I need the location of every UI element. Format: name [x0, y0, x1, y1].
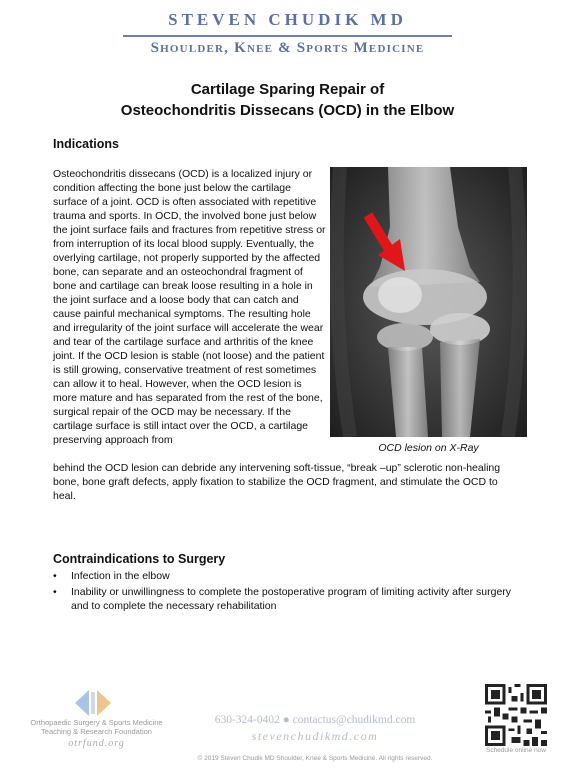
foundation-line-2: Teaching & Research Foundation	[41, 727, 152, 736]
foundation-name	[24, 718, 169, 736]
xray-caption: OCD lesion on X-Ray	[378, 442, 479, 454]
separator-dot-icon: ●	[282, 714, 293, 726]
contraindications-list	[53, 569, 515, 615]
brand-name: STEVEN CHUDIK MD	[168, 10, 407, 29]
page-title-line1: Cartilage Sparing Repair of	[190, 81, 385, 98]
list-item-text: Infection in the elbow	[71, 570, 170, 582]
foundation-logo-icon	[73, 688, 113, 718]
list-item: • Infection in the elbow	[53, 570, 170, 582]
indications-paragraph-1: Osteochondritis dissecans (OCD) is a localized injury or condition affecting the bone just below the cartilage surface of a joint. OCD is often associated with repetitive trauma and sports. In OCD, the involved bone just below the joint surface fails and fractures from repetitive stress or from interruption of its local blood supply. Eventually, the overlying cartilage, not properly supported by the affected bone, can separate and an osteochondral fragment of bone and cartilage can break loose resulting in a hole in the joint surface and a loose body that can catch and cause painful mechanical symptoms. The resulting hole and irregularity of the joint surface will accelerate the wear and tear of the cartilage surface and arthritis of the knee joint. If the OCD lesion is stable (not loose) and the patient is still growing, conservative treatment of rest sometimes can allow it to heal. However, when the OCD lesion is more mature and has separated from the rest of the bone, surgical repair of the OCD may be necessary. If the cartilage surface is still intact over the OCD, a cartilage preserving approach from	[53, 168, 326, 446]
website-link[interactable]: stevenchudikmd.com	[251, 729, 379, 743]
contraindications-heading: Contraindications to Surgery	[53, 552, 226, 566]
email-link[interactable]: contactus@chudikmd.com	[292, 714, 416, 726]
copyright: © 2019 Steven Chudik MD Shoulder, Knee & Sports Medicine. All rights reserved.	[197, 755, 433, 762]
xray-illustration	[330, 167, 527, 437]
indications-heading: Indications	[53, 137, 119, 151]
brand-divider	[123, 35, 452, 37]
list-item-text: Inability or unwillingness to complete the postoperative program of limiting activity after surgery and to complete the necessary rehabilitation	[71, 586, 512, 612]
page-title	[0, 79, 575, 121]
qr-code-icon[interactable]	[485, 684, 547, 746]
list-item: • Inability or unwillingness to complete the postoperative program of limiting activity after surgery and to complete the necessary rehabilitation	[53, 586, 512, 612]
xray-image	[330, 167, 527, 437]
page-title-line2: Osteochondritis Dissecans (OCD) in the Elbow	[120, 102, 455, 119]
brand-subtitle: Shoulder, Knee & Sports Medicine	[150, 40, 425, 56]
foundation-site-link[interactable]: otrfund.org	[68, 738, 125, 749]
indications-paragraph-2: behind the OCD lesion can debride any intervening soft-tissue, “break –up” sclerotic non-healing bone, bone graft defects, apply fixation to stabilize the OCD fragment, and stimulate the OCD to heal.	[53, 462, 501, 502]
qr-label: Schedule online now	[486, 747, 546, 754]
phone-number[interactable]: 630-324-0402	[214, 714, 280, 726]
contact-line	[180, 714, 450, 726]
foundation-line-1: Orthopaedic Surgery & Sports Medicine	[30, 718, 163, 727]
